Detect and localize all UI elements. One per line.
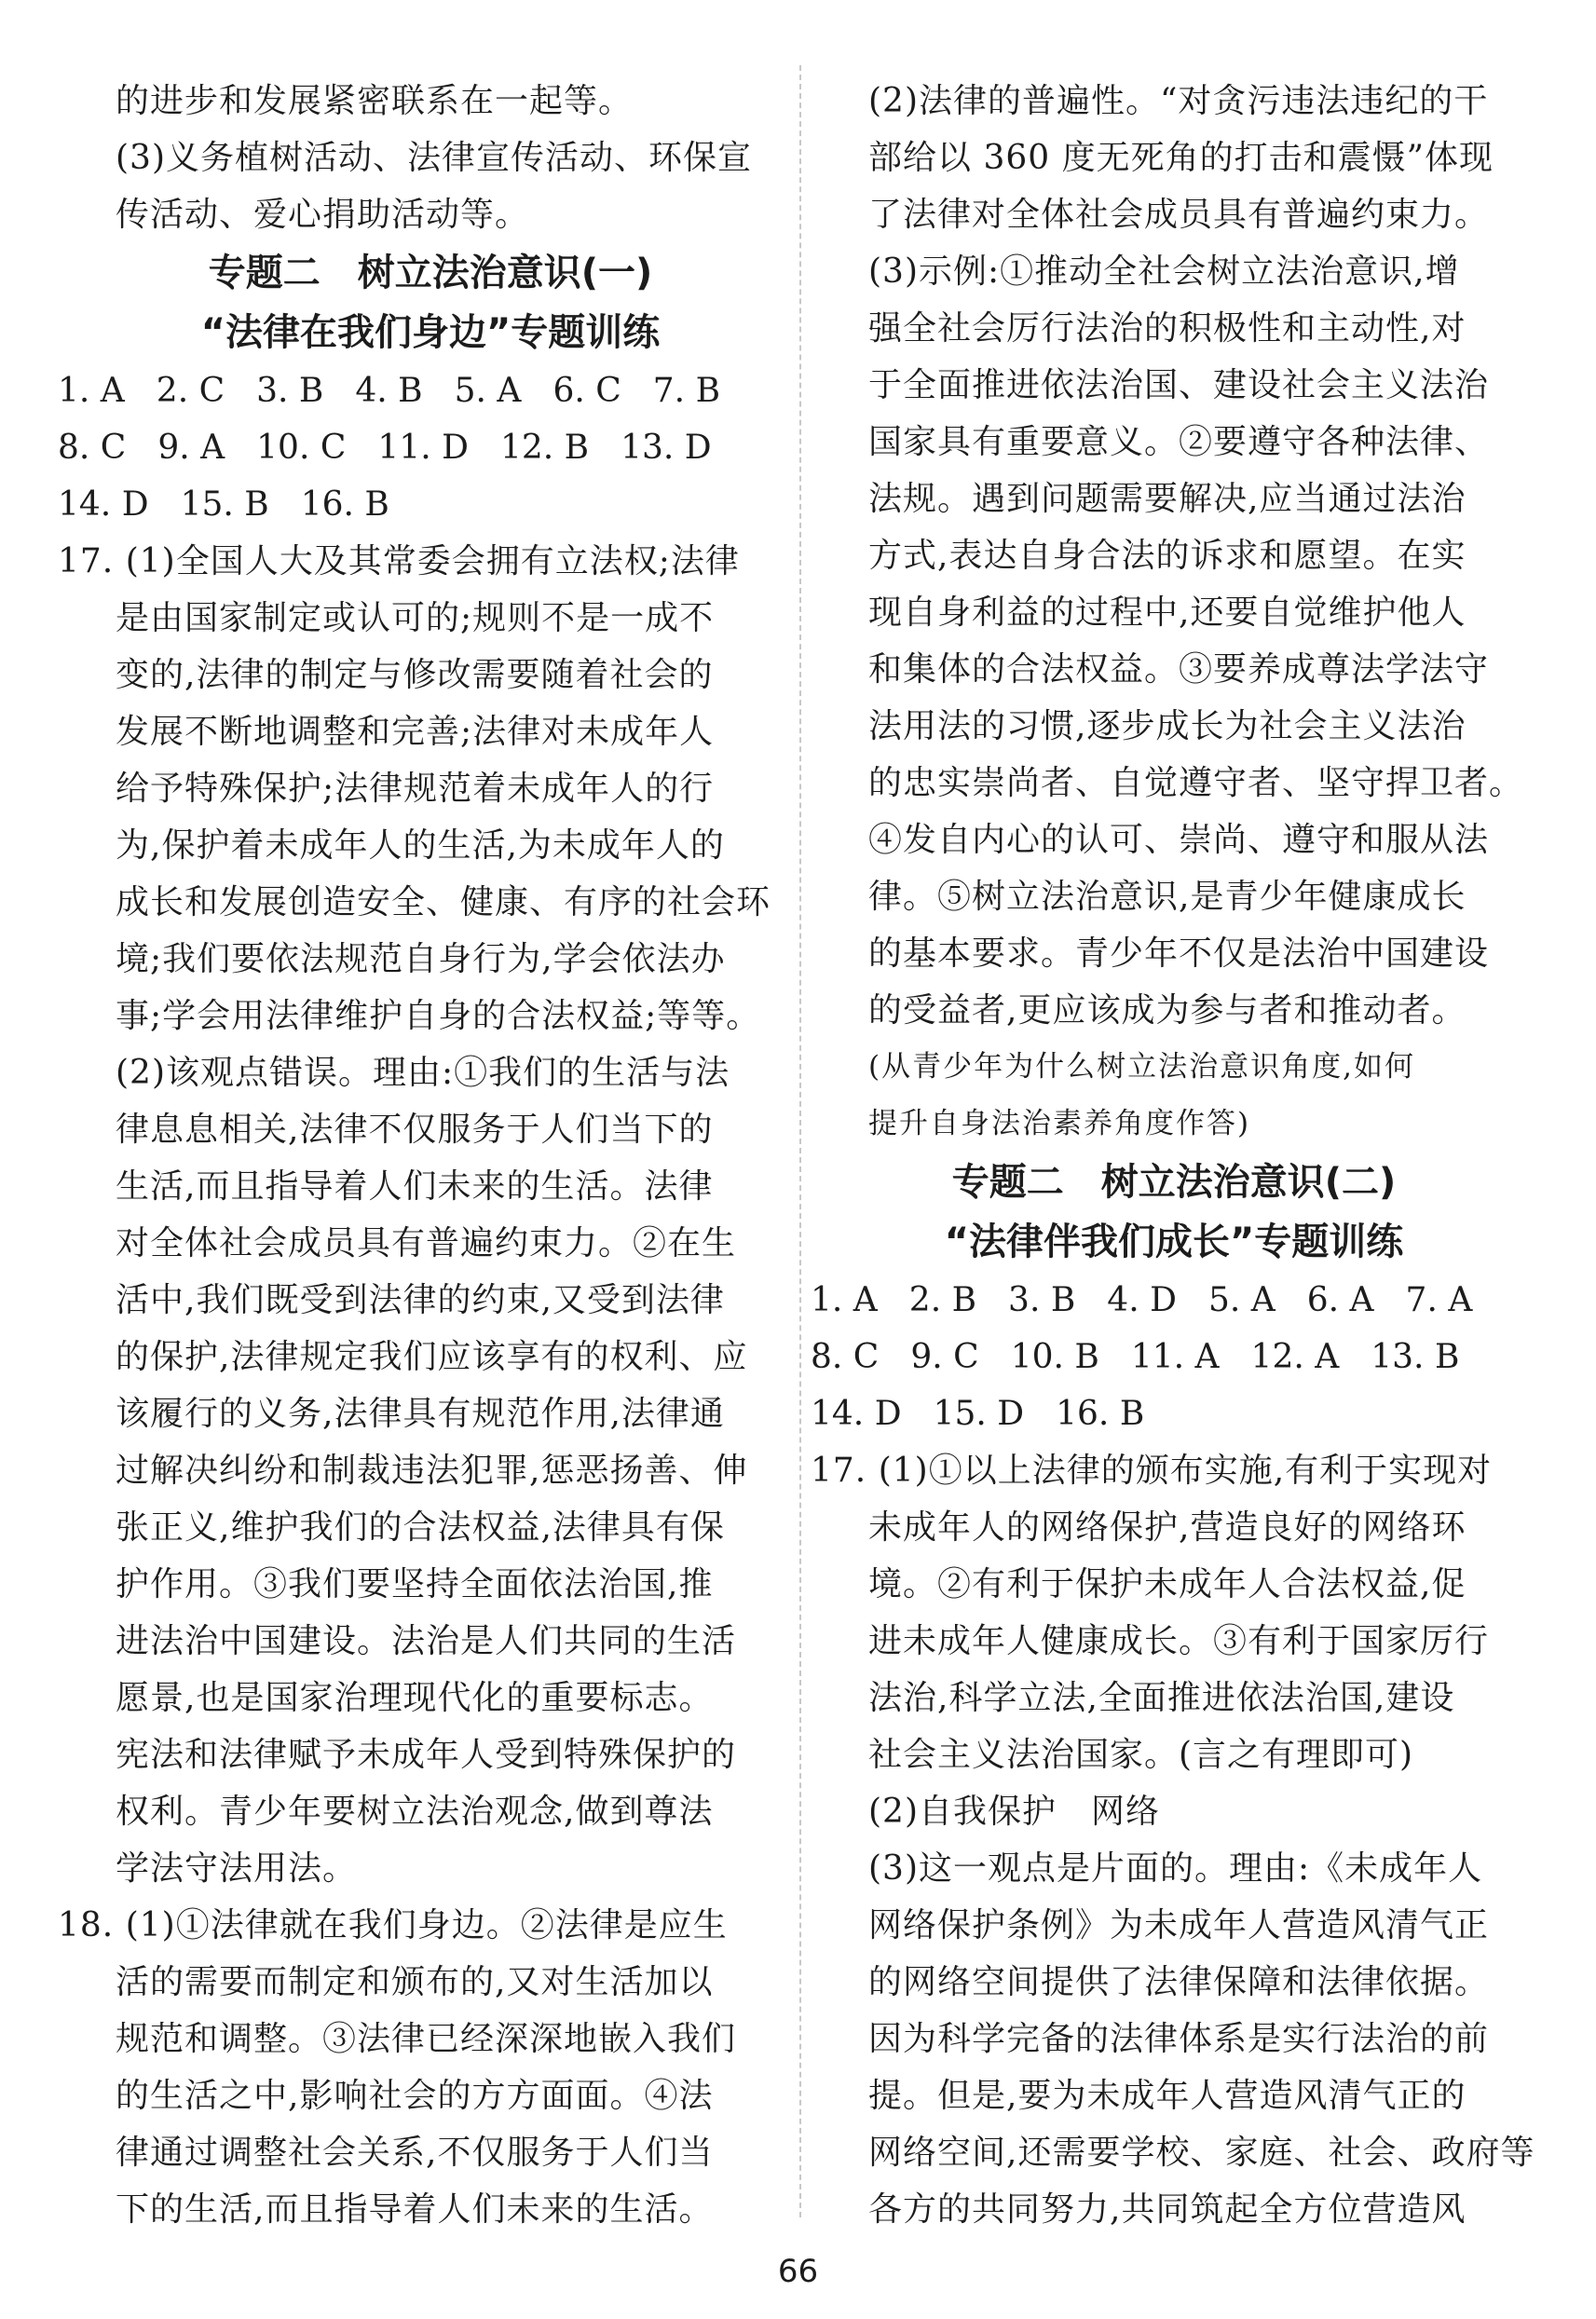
answer-item: 5. A xyxy=(1207,1281,1275,1319)
answer-item: 2. C xyxy=(156,372,225,410)
text-line: 社会主义法治国家。(言之有理即可) xyxy=(868,1736,1414,1774)
text-line: 国家具有重要意义。②要遵守各种法律、 xyxy=(868,423,1490,461)
text-line: 的受益者,更应该成为参与者和推动者。 xyxy=(868,991,1466,1030)
right-answer-explanations xyxy=(811,1442,1537,2238)
text-line: 成长和发展创造安全、健康、有序的社会环 xyxy=(116,883,771,921)
answer-item: 3. B xyxy=(1008,1281,1076,1319)
answer-item: 9. C xyxy=(910,1338,979,1376)
text-line: 法治,科学立法,全面推进依法治国,建设 xyxy=(868,1679,1455,1717)
answer-item: 16. B xyxy=(1056,1395,1145,1433)
answer-item: 16. B xyxy=(300,485,389,524)
text-line: 律通过调整社会关系,不仅服务于人们当 xyxy=(116,2134,714,2172)
text-line: 活中,我们既受到法律的约束,又受到法律 xyxy=(116,1281,725,1319)
text-line: 对全体社会成员具有普遍约束力。②在生 xyxy=(116,1224,737,1262)
answer-item: 2. B xyxy=(908,1281,977,1319)
text-line: 法用法的习惯,逐步成长为社会主义法治 xyxy=(868,707,1466,745)
text-line: 给予特殊保护;法律规范着未成年人的行 xyxy=(116,770,715,808)
right-answer-key xyxy=(811,1272,1537,1442)
text-line: (3)这一观点是片面的。理由:《未成年人 xyxy=(868,1849,1483,1888)
text-line: 规范和调整。③法律已经深深地嵌入我们 xyxy=(116,2020,737,2058)
answer-item: 7. A xyxy=(1405,1281,1473,1319)
right-intro-text xyxy=(811,73,1537,1153)
text-line: 网络空间,还需要学校、家庭、社会、政府等 xyxy=(868,2134,1535,2172)
answer-item: 13. D xyxy=(621,429,712,467)
text-line: 和集体的合法权益。③要养成尊法学法守 xyxy=(868,650,1490,689)
text-line: 因为科学完备的法律体系是实行法治的前 xyxy=(868,2020,1490,2058)
answer-item: 3. B xyxy=(256,372,324,410)
answer-item: 1. A xyxy=(58,372,125,410)
answer-row xyxy=(58,419,803,476)
text-line: 下的生活,而且指导着人们未来的生活。 xyxy=(116,2190,714,2229)
answer-item: 5. A xyxy=(454,372,522,410)
text-line: 传活动、爱心捐助活动等。 xyxy=(116,196,530,234)
answer-item: 11. D xyxy=(377,429,469,467)
section-heading-1: 专题二 树立法治意识(一) xyxy=(208,252,653,294)
text-line: 了法律对全体社会成员具有普遍约束力。 xyxy=(868,196,1490,234)
answer-row xyxy=(58,476,803,533)
section-heading-2: 专题二 树立法治意识(二) xyxy=(951,1161,1397,1204)
text-line: 权利。青少年要树立法治观念,做到尊法 xyxy=(116,1793,714,1831)
text-line: 17. (1)①以上法律的颁布实施,有利于实现对 xyxy=(811,1452,1493,1490)
text-line: 18. (1)①法律就在我们身边。②法律是应生 xyxy=(58,1906,728,1944)
answer-item: 7. B xyxy=(652,372,721,410)
text-line: 方式,表达自身合法的诉求和愿望。在实 xyxy=(868,537,1466,575)
text-line: 学法守法用法。 xyxy=(116,1849,358,1888)
text-line: 强全社会厉行法治的积极性和主动性,对 xyxy=(868,309,1466,348)
answer-item: 10. C xyxy=(256,429,347,467)
text-line: 提。但是,要为未成年人营造风清气正的 xyxy=(868,2077,1466,2115)
left-intro-text xyxy=(58,73,803,243)
text-line: 提升自身法治素养角度作答) xyxy=(868,1107,1251,1140)
answer-row xyxy=(811,1385,1537,1442)
text-line: 的网络空间提供了法律保障和法律依据。 xyxy=(868,1963,1490,2001)
text-line: 的基本要求。青少年不仅是法治中国建设 xyxy=(868,934,1490,973)
section-subheading-2: “法律伴我们成长”专题训练 xyxy=(944,1221,1404,1263)
left-answer-key xyxy=(58,362,803,533)
answer-item: 10. B xyxy=(1010,1338,1099,1376)
answer-item: 6. A xyxy=(1306,1281,1374,1319)
page-number: 66 xyxy=(777,2253,819,2290)
text-line: 现自身利益的过程中,还要自觉维护他人 xyxy=(868,593,1466,632)
text-line: 护作用。③我们要坚持全面依法治国,推 xyxy=(116,1565,714,1603)
answer-item: 12. B xyxy=(499,429,590,467)
text-line: (2)该观点错误。理由:①我们的生活与法 xyxy=(116,1054,730,1092)
text-line: 进未成年人健康成长。③有利于国家厉行 xyxy=(868,1622,1490,1660)
text-line: 过解决纠纷和制裁违法犯罪,惩恶扬善、伸 xyxy=(116,1452,748,1490)
text-line: 未成年人的网络保护,营造良好的网络环 xyxy=(868,1508,1466,1547)
text-line: 活的需要而制定和颁布的,又对生活加以 xyxy=(116,1963,714,2001)
text-line: ④发自内心的认可、崇尚、遵守和服从法 xyxy=(868,821,1490,859)
answer-item: 4. B xyxy=(355,372,423,410)
answer-item: 6. C xyxy=(552,372,621,410)
text-line: 愿景,也是国家治理现代化的重要标志。 xyxy=(116,1679,714,1717)
answer-item: 14. D xyxy=(811,1395,902,1433)
text-line: 网络保护条例》为未成年人营造风清气正 xyxy=(868,1906,1490,1944)
text-line: (从青少年为什么树立法治意识角度,如何 xyxy=(868,1050,1415,1084)
answer-item: 14. D xyxy=(58,485,149,524)
answer-item: 8. C xyxy=(811,1338,880,1376)
answer-item: 1. A xyxy=(811,1281,878,1319)
text-line: 进法治中国建设。法治是人们共同的生活 xyxy=(116,1622,737,1660)
text-line: 的生活之中,影响社会的方方面面。④法 xyxy=(116,2077,714,2115)
text-line: (2)自我保护 网络 xyxy=(868,1793,1160,1831)
text-line: 境。②有利于保护未成年人合法权益,促 xyxy=(868,1565,1466,1603)
text-line: 境;我们要依法规范自身行为,学会依法办 xyxy=(116,940,726,978)
text-line: 发展不断地调整和完善;法律对未成年人 xyxy=(116,713,715,751)
text-line: 律。⑤树立法治意识,是青少年健康成长 xyxy=(868,878,1466,916)
text-line: 于全面推进依法治国、建设社会主义法治 xyxy=(868,366,1490,404)
answer-row xyxy=(58,362,803,419)
section-subheading-1: “法律在我们身边”专题训练 xyxy=(200,311,661,354)
text-line: 各方的共同努力,共同筑起全方位营造风 xyxy=(868,2190,1466,2229)
text-line: 张正义,维护我们的合法权益,法律具有保 xyxy=(116,1508,725,1547)
text-line: 的忠实崇尚者、自觉遵守者、坚守捍卫者。 xyxy=(868,764,1524,802)
answer-row xyxy=(811,1329,1537,1385)
answer-row xyxy=(811,1272,1537,1329)
answer-item: 11. A xyxy=(1130,1338,1220,1376)
left-answer-explanations xyxy=(58,533,803,2238)
text-line: 的进步和发展紧密联系在一起等。 xyxy=(116,82,634,120)
text-line: 变的,法律的制定与修改需要随着社会的 xyxy=(116,656,714,694)
text-line: 宪法和法律赋予未成年人受到特殊保护的 xyxy=(116,1736,737,1774)
answer-item: 4. D xyxy=(1107,1281,1177,1319)
text-line: 法规。遇到问题需要解决,应当通过法治 xyxy=(868,480,1466,518)
text-line: 事;学会用法律维护自身的合法权益;等等。 xyxy=(116,997,761,1035)
text-line: 是由国家制定或认可的;规则不是一成不 xyxy=(116,599,715,637)
text-line: (3)义务植树活动、法律宣传活动、环保宣 xyxy=(116,139,752,177)
answer-item: 13. B xyxy=(1371,1338,1460,1376)
text-line: 生活,而且指导着人们未来的生活。法律 xyxy=(116,1167,714,1206)
text-line: 为,保护着未成年人的生活,为未成年人的 xyxy=(116,826,725,865)
text-line: 17. (1)全国人大及其常委会拥有立法权;法律 xyxy=(58,542,740,580)
answer-item: 9. A xyxy=(157,429,225,467)
text-line: 的保护,法律规定我们应该享有的权利、应 xyxy=(116,1338,748,1376)
answer-item: 8. C xyxy=(58,429,127,467)
text-line: (3)示例:①推动全社会树立法治意识,增 xyxy=(868,252,1460,291)
left-column xyxy=(58,73,803,2238)
text-line: (2)法律的普遍性。“对贪污违法违纪的干 xyxy=(868,82,1489,120)
answer-item: 15. B xyxy=(180,485,269,524)
text-line: 部给以 360 度无死角的打击和震慑”体现 xyxy=(868,139,1494,177)
answer-item: 12. A xyxy=(1250,1338,1340,1376)
text-line: 律息息相关,法律不仅服务于人们当下的 xyxy=(116,1111,714,1149)
text-line: 该履行的义务,法律具有规范作用,法律通 xyxy=(116,1395,725,1433)
answer-item: 15. D xyxy=(933,1395,1025,1433)
right-column xyxy=(811,73,1537,2238)
